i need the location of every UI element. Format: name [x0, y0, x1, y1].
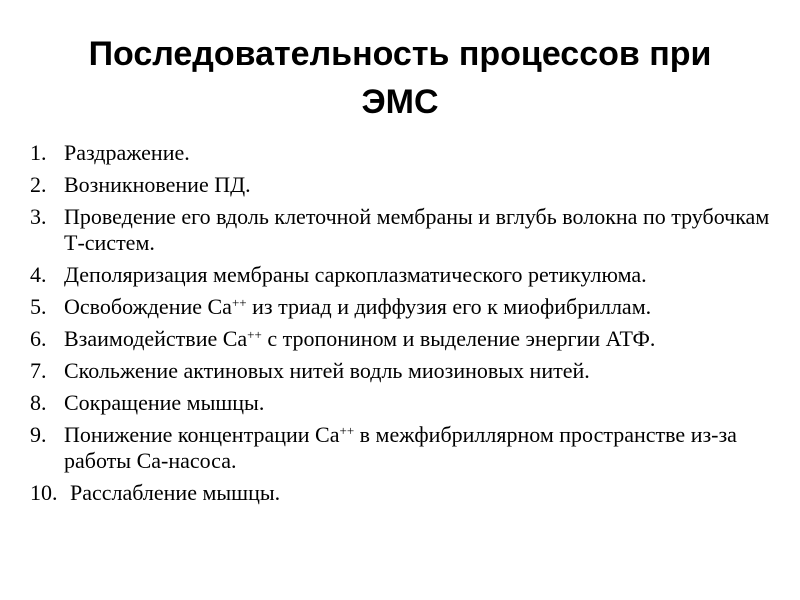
- superscript: ++: [339, 423, 355, 438]
- item-text-post: в межфибриллярном пространстве из-за работы Са-насоса.: [64, 422, 737, 473]
- item-number: 5.: [30, 294, 47, 319]
- item-text-pre: Освобождение Са: [64, 294, 232, 319]
- item-text: [64, 294, 790, 320]
- item-number: 1.: [30, 140, 47, 165]
- item-number: 8.: [30, 390, 47, 415]
- list-item-2: [30, 172, 790, 198]
- item-number: 7.: [30, 358, 47, 383]
- list-item-8: [30, 390, 790, 416]
- item-number: 10.: [30, 480, 58, 505]
- item-text-post: из триад и диффузия его к миофибриллам.: [246, 294, 652, 319]
- item-number: 2.: [30, 172, 47, 197]
- list-item-6: [30, 326, 790, 352]
- list-item-5: [30, 294, 790, 320]
- item-text: Деполяризация мембраны саркоплазматического ретикулюма.: [64, 262, 647, 287]
- superscript: ++: [231, 295, 247, 310]
- list-item-3: [30, 204, 790, 256]
- item-text: [64, 326, 790, 352]
- item-text-pre: Понижение концентрации Са: [64, 422, 340, 447]
- list-item-10: [30, 480, 790, 506]
- superscript: ++: [247, 327, 262, 342]
- item-text: [64, 422, 790, 474]
- item-text-post: с тропонином и выделение энергии АТФ.: [261, 326, 656, 351]
- item-text: Расслабление мышцы.: [70, 480, 281, 505]
- list-item-9: [30, 422, 790, 474]
- item-text: Раздражение.: [64, 140, 190, 165]
- item-text: Возникновение ПД.: [64, 172, 251, 197]
- item-number: 3.: [30, 204, 47, 229]
- item-number: 9.: [30, 422, 47, 447]
- list-item-7: [30, 358, 790, 384]
- process-list: [30, 140, 790, 512]
- title-line-2: ЭМС: [361, 83, 439, 121]
- item-text: Сокращение мышцы.: [64, 390, 265, 415]
- title-line-1: Последовательность процессов при: [88, 35, 712, 73]
- list-item-1: [30, 140, 790, 166]
- item-text-pre: Взаимодействие Са: [64, 326, 248, 351]
- item-number: 4.: [30, 262, 47, 287]
- item-number: 6.: [30, 326, 47, 351]
- item-text: Проведение его вдоль клеточной мембраны и вглубь волокна по трубочкам Т-систем.: [64, 204, 770, 255]
- item-text: Скольжение актиновых нитей водль миозиновых нитей.: [64, 358, 590, 383]
- slide-title: [40, 30, 760, 126]
- list-item-4: [30, 262, 790, 288]
